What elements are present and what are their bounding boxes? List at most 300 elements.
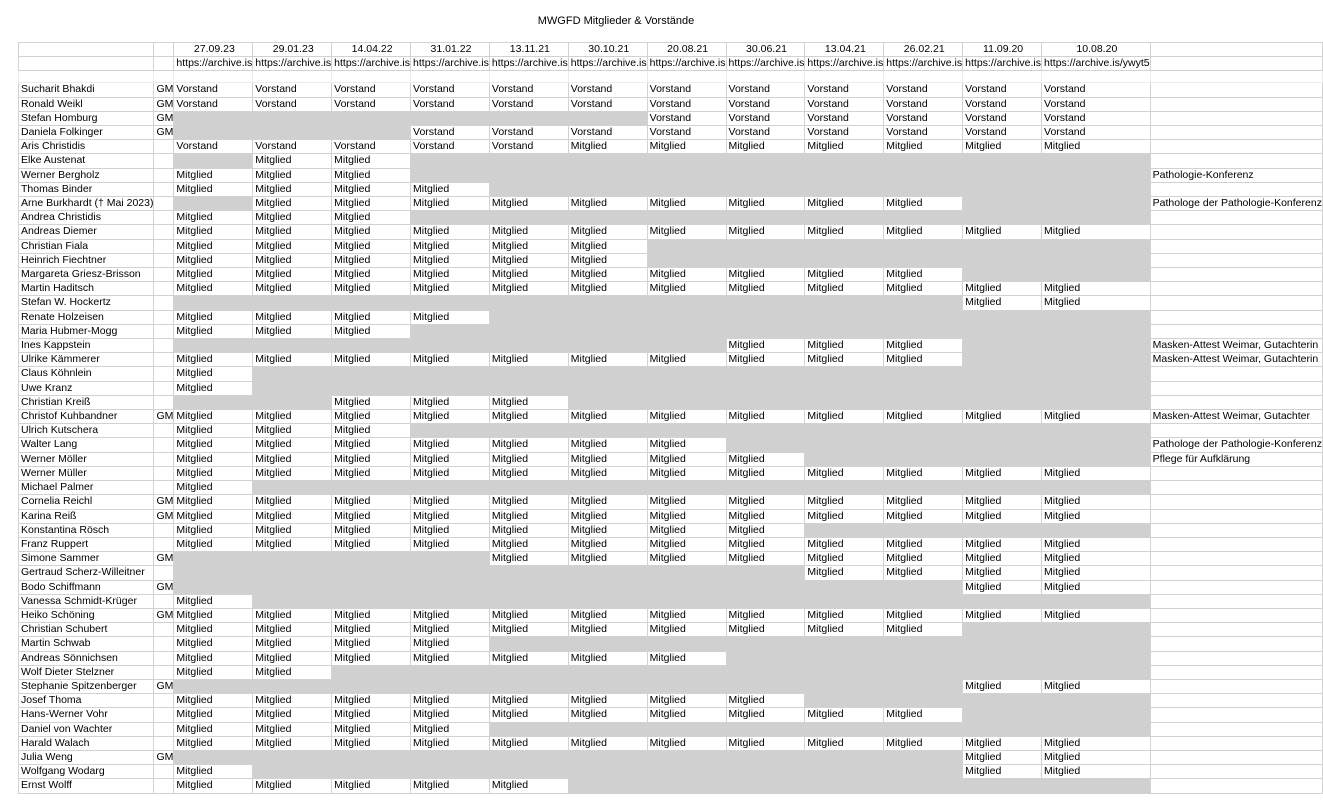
archive-link[interactable]: https://archive.is — [332, 57, 411, 71]
note-cell — [1150, 694, 1322, 708]
table-row — [19, 182, 1323, 196]
status-cell — [963, 168, 1042, 182]
status-cell — [963, 310, 1042, 324]
status-cell: Mitglied — [332, 395, 411, 409]
status-cell — [963, 623, 1042, 637]
status-cell — [1042, 722, 1151, 736]
status-cell: Mitglied — [411, 708, 490, 722]
status-cell: Mitglied — [332, 651, 411, 665]
status-cell — [963, 154, 1042, 168]
status-cell — [963, 694, 1042, 708]
date-header: 29.01.23 — [253, 43, 332, 57]
gm-flag — [154, 452, 174, 466]
status-cell — [805, 424, 884, 438]
status-cell — [253, 339, 332, 353]
status-cell: Mitglied — [253, 324, 332, 338]
archive-link[interactable]: https://archive.is — [174, 57, 253, 71]
table-row — [19, 410, 1323, 424]
status-cell — [411, 580, 490, 594]
status-cell — [253, 566, 332, 580]
table-row — [19, 765, 1323, 779]
status-cell — [647, 310, 726, 324]
status-cell — [963, 353, 1042, 367]
table-row — [19, 111, 1323, 125]
status-cell: Mitglied — [332, 537, 411, 551]
table-row — [19, 608, 1323, 622]
status-cell — [805, 452, 884, 466]
status-cell: Mitglied — [805, 197, 884, 211]
status-cell: Mitglied — [647, 552, 726, 566]
status-cell: Mitglied — [647, 736, 726, 750]
status-cell: Vorstand — [647, 97, 726, 111]
status-cell: Mitglied — [174, 481, 253, 495]
status-cell — [963, 779, 1042, 793]
status-cell — [174, 580, 253, 594]
gm-flag — [154, 708, 174, 722]
status-cell: Mitglied — [174, 466, 253, 480]
status-cell: Mitglied — [568, 651, 647, 665]
status-cell: Vorstand — [489, 140, 568, 154]
note-cell — [1150, 665, 1322, 679]
table-row — [19, 750, 1323, 764]
status-cell: Mitglied — [647, 140, 726, 154]
status-cell — [253, 580, 332, 594]
status-cell — [884, 424, 963, 438]
status-cell: Mitglied — [805, 552, 884, 566]
status-cell: Mitglied — [568, 225, 647, 239]
table-row — [19, 481, 1323, 495]
archive-link[interactable]: https://archive.is — [726, 57, 805, 71]
status-cell: Mitglied — [884, 537, 963, 551]
status-cell — [253, 296, 332, 310]
date-header: 13.11.21 — [489, 43, 568, 57]
status-cell — [726, 765, 805, 779]
status-cell — [411, 594, 490, 608]
archive-link[interactable]: https://archive.is — [411, 57, 490, 71]
status-cell: Mitglied — [253, 438, 332, 452]
status-cell: Mitglied — [489, 410, 568, 424]
status-cell: Mitglied — [174, 537, 253, 551]
table-row — [19, 339, 1323, 353]
status-cell: Mitglied — [332, 623, 411, 637]
status-cell: Mitglied — [726, 736, 805, 750]
status-cell: Mitglied — [726, 339, 805, 353]
status-cell — [174, 197, 253, 211]
status-cell — [568, 580, 647, 594]
table-row — [19, 580, 1323, 594]
status-cell: Mitglied — [726, 268, 805, 282]
status-cell: Mitglied — [411, 495, 490, 509]
status-cell — [726, 594, 805, 608]
status-cell: Mitglied — [647, 623, 726, 637]
archive-link[interactable]: https://archive.is — [253, 57, 332, 71]
note-cell — [1150, 182, 1322, 196]
archive-link[interactable]: https://archive.is — [568, 57, 647, 71]
table-row — [19, 225, 1323, 239]
status-cell — [568, 339, 647, 353]
archive-link[interactable]: https://archive.is/ywyt5 — [1042, 57, 1151, 71]
status-cell: Mitglied — [253, 410, 332, 424]
status-cell: Mitglied — [253, 694, 332, 708]
gm-flag: GM — [154, 126, 174, 140]
status-cell: Mitglied — [726, 623, 805, 637]
status-cell: Mitglied — [253, 282, 332, 296]
status-cell: Mitglied — [963, 140, 1042, 154]
status-cell — [253, 395, 332, 409]
gm-flag — [154, 239, 174, 253]
gm-flag: GM — [154, 111, 174, 125]
status-cell: Mitglied — [884, 410, 963, 424]
status-cell — [884, 481, 963, 495]
status-cell: Mitglied — [884, 509, 963, 523]
note-cell — [1150, 424, 1322, 438]
status-cell — [963, 324, 1042, 338]
status-cell — [411, 481, 490, 495]
status-cell: Mitglied — [411, 268, 490, 282]
note-cell — [1150, 481, 1322, 495]
status-cell — [963, 339, 1042, 353]
status-cell — [332, 580, 411, 594]
status-cell: Mitglied — [253, 637, 332, 651]
date-header: 31.01.22 — [411, 43, 490, 57]
status-cell — [647, 395, 726, 409]
date-header: 30.10.21 — [568, 43, 647, 57]
status-cell: Mitglied — [411, 466, 490, 480]
note-cell: Masken-Attest Weimar, Gutachterin — [1150, 339, 1322, 353]
status-cell: Vorstand — [726, 111, 805, 125]
status-cell — [884, 182, 963, 196]
status-cell — [411, 566, 490, 580]
status-cell: Mitglied — [963, 410, 1042, 424]
member-name: Aris Christidis — [19, 140, 154, 154]
status-cell: Mitglied — [568, 239, 647, 253]
status-cell — [726, 211, 805, 225]
note-cell — [1150, 282, 1322, 296]
status-cell — [1042, 253, 1151, 267]
member-name: Wolfgang Wodarg — [19, 765, 154, 779]
status-cell — [726, 310, 805, 324]
note-cell — [1150, 608, 1322, 622]
table-row — [19, 367, 1323, 381]
status-cell: Mitglied — [568, 353, 647, 367]
status-cell: Mitglied — [253, 537, 332, 551]
status-cell — [726, 168, 805, 182]
status-cell — [963, 722, 1042, 736]
table-row — [19, 736, 1323, 750]
status-cell: Mitglied — [174, 225, 253, 239]
gm-flag — [154, 523, 174, 537]
status-cell: Mitglied — [253, 168, 332, 182]
status-cell: Mitglied — [647, 268, 726, 282]
status-cell: Mitglied — [174, 268, 253, 282]
status-cell: Mitglied — [568, 708, 647, 722]
status-cell — [489, 580, 568, 594]
status-cell — [253, 750, 332, 764]
member-name: Ronald Weikl — [19, 97, 154, 111]
status-cell — [1042, 708, 1151, 722]
status-cell — [411, 154, 490, 168]
status-cell: Vorstand — [332, 97, 411, 111]
status-cell — [489, 481, 568, 495]
status-cell: Mitglied — [174, 708, 253, 722]
member-name: Claus Köhnlein — [19, 367, 154, 381]
status-cell: Mitglied — [726, 608, 805, 622]
status-cell: Vorstand — [726, 126, 805, 140]
member-name: Daniel von Wachter — [19, 722, 154, 736]
status-cell — [411, 339, 490, 353]
status-cell — [1042, 694, 1151, 708]
status-cell: Mitglied — [332, 608, 411, 622]
status-cell: Vorstand — [805, 111, 884, 125]
status-cell: Mitglied — [411, 694, 490, 708]
date-header: 11.09.20 — [963, 43, 1042, 57]
note-cell — [1150, 750, 1322, 764]
status-cell: Mitglied — [174, 779, 253, 793]
status-cell: Mitglied — [884, 566, 963, 580]
archive-link[interactable]: https://archive.is — [963, 57, 1042, 71]
status-cell: Mitglied — [174, 765, 253, 779]
status-cell: Mitglied — [805, 268, 884, 282]
status-cell: Mitglied — [884, 339, 963, 353]
status-cell — [174, 750, 253, 764]
status-cell — [884, 779, 963, 793]
status-cell: Mitglied — [963, 580, 1042, 594]
status-cell — [489, 168, 568, 182]
status-cell — [805, 523, 884, 537]
status-cell: Vorstand — [1042, 126, 1151, 140]
status-cell — [726, 679, 805, 693]
status-cell: Mitglied — [568, 253, 647, 267]
note-cell — [1150, 722, 1322, 736]
status-cell — [805, 239, 884, 253]
status-cell — [884, 367, 963, 381]
status-cell: Mitglied — [568, 410, 647, 424]
status-cell: Mitglied — [647, 225, 726, 239]
member-name: Walter Lang — [19, 438, 154, 452]
note-cell — [1150, 779, 1322, 793]
gm-flag — [154, 211, 174, 225]
status-cell — [411, 211, 490, 225]
status-cell — [726, 324, 805, 338]
status-cell: Mitglied — [647, 197, 726, 211]
status-cell — [568, 111, 647, 125]
gm-flag: GM — [154, 410, 174, 424]
status-cell: Mitglied — [253, 608, 332, 622]
status-cell: Vorstand — [411, 97, 490, 111]
status-cell — [963, 665, 1042, 679]
table-row — [19, 296, 1323, 310]
gm-flag: GM — [154, 679, 174, 693]
status-cell: Vorstand — [726, 97, 805, 111]
status-cell: Mitglied — [726, 410, 805, 424]
status-cell: Mitglied — [253, 523, 332, 537]
gm-flag — [154, 637, 174, 651]
status-cell: Mitglied — [332, 182, 411, 196]
member-name: Christian Fiala — [19, 239, 154, 253]
status-cell: Mitglied — [805, 736, 884, 750]
note-cell — [1150, 651, 1322, 665]
archive-link[interactable]: https://archive.is — [884, 57, 963, 71]
status-cell: Vorstand — [805, 126, 884, 140]
status-cell — [174, 126, 253, 140]
status-cell: Mitglied — [489, 736, 568, 750]
status-cell: Vorstand — [884, 83, 963, 97]
sheet-title: MWGFD Mitglieder & Vorstände — [537, 15, 695, 27]
status-cell — [647, 211, 726, 225]
member-name: Simone Sammer — [19, 552, 154, 566]
gm-flag — [154, 324, 174, 338]
status-cell: Mitglied — [963, 552, 1042, 566]
status-cell — [647, 253, 726, 267]
status-cell: Mitglied — [411, 637, 490, 651]
member-name: Franz Ruppert — [19, 537, 154, 551]
status-cell: Mitglied — [489, 509, 568, 523]
status-cell: Mitglied — [489, 353, 568, 367]
status-cell — [805, 779, 884, 793]
status-cell: Mitglied — [174, 310, 253, 324]
status-cell — [1042, 637, 1151, 651]
status-cell: Vorstand — [411, 83, 490, 97]
status-cell: Mitglied — [568, 282, 647, 296]
gm-flag — [154, 182, 174, 196]
status-cell: Mitglied — [174, 324, 253, 338]
status-cell: Mitglied — [174, 211, 253, 225]
table-row — [19, 438, 1323, 452]
table-row — [19, 637, 1323, 651]
status-cell — [174, 339, 253, 353]
status-cell: Vorstand — [726, 83, 805, 97]
archive-link[interactable]: https://archive.is — [805, 57, 884, 71]
status-cell — [568, 381, 647, 395]
gm-flag — [154, 765, 174, 779]
table-row — [19, 694, 1323, 708]
member-name: Christian Kreiß — [19, 395, 154, 409]
status-cell — [332, 552, 411, 566]
status-cell: Mitglied — [253, 665, 332, 679]
status-cell — [647, 154, 726, 168]
gm-flag — [154, 736, 174, 750]
member-name: Bodo Schiffmann — [19, 580, 154, 594]
note-cell: Pathologe der Pathologie-Konferenz — [1150, 438, 1322, 452]
status-cell: Mitglied — [489, 197, 568, 211]
table-row — [19, 537, 1323, 551]
status-cell: Mitglied — [963, 679, 1042, 693]
note-cell — [1150, 324, 1322, 338]
status-cell: Mitglied — [174, 452, 253, 466]
status-cell: Vorstand — [411, 126, 490, 140]
status-cell — [1042, 438, 1151, 452]
gm-flag: GM — [154, 495, 174, 509]
member-name: Sucharit Bhakdi — [19, 83, 154, 97]
spacer-row — [19, 71, 1323, 83]
status-cell — [963, 211, 1042, 225]
status-cell — [174, 395, 253, 409]
status-cell: Mitglied — [884, 140, 963, 154]
status-cell: Mitglied — [805, 140, 884, 154]
status-cell — [805, 324, 884, 338]
status-cell — [489, 182, 568, 196]
gm-flag: GM — [154, 97, 174, 111]
gm-flag: GM — [154, 608, 174, 622]
status-cell: Mitglied — [884, 466, 963, 480]
table-row — [19, 282, 1323, 296]
status-cell — [805, 637, 884, 651]
status-cell: Mitglied — [1042, 509, 1151, 523]
table-row — [19, 154, 1323, 168]
member-name: Werner Müller — [19, 466, 154, 480]
status-cell: Mitglied — [647, 353, 726, 367]
member-name: Daniela Folkinger — [19, 126, 154, 140]
table-row — [19, 665, 1323, 679]
note-cell — [1150, 679, 1322, 693]
table-row — [19, 268, 1323, 282]
status-cell: Mitglied — [963, 509, 1042, 523]
status-cell: Mitglied — [332, 694, 411, 708]
status-cell: Mitglied — [568, 608, 647, 622]
status-cell: Mitglied — [332, 211, 411, 225]
table-row — [19, 594, 1323, 608]
status-cell: Mitglied — [332, 452, 411, 466]
status-cell — [805, 694, 884, 708]
status-cell: Mitglied — [332, 438, 411, 452]
status-cell: Mitglied — [174, 182, 253, 196]
gm-flag — [154, 140, 174, 154]
status-cell — [805, 395, 884, 409]
status-cell: Mitglied — [568, 466, 647, 480]
status-cell: Mitglied — [726, 509, 805, 523]
note-cell — [1150, 225, 1322, 239]
gm-flag — [154, 381, 174, 395]
status-cell: Mitglied — [1042, 495, 1151, 509]
status-cell: Mitglied — [489, 268, 568, 282]
status-cell: Mitglied — [411, 779, 490, 793]
status-cell: Mitglied — [884, 268, 963, 282]
status-cell — [411, 367, 490, 381]
members-table — [18, 42, 1323, 794]
table-row — [19, 509, 1323, 523]
status-cell: Mitglied — [411, 623, 490, 637]
archive-link[interactable]: https://archive.is — [647, 57, 726, 71]
status-cell: Mitglied — [332, 509, 411, 523]
status-cell: Mitglied — [647, 509, 726, 523]
status-cell: Mitglied — [174, 381, 253, 395]
note-cell — [1150, 296, 1322, 310]
status-cell — [805, 211, 884, 225]
status-cell — [726, 722, 805, 736]
status-cell — [884, 665, 963, 679]
status-cell: Mitglied — [174, 495, 253, 509]
status-cell — [1042, 168, 1151, 182]
note-cell — [1150, 566, 1322, 580]
status-cell — [805, 182, 884, 196]
archive-link[interactable]: https://archive.is — [489, 57, 568, 71]
status-cell — [411, 679, 490, 693]
date-header: 27.09.23 — [174, 43, 253, 57]
status-cell — [253, 111, 332, 125]
status-cell: Mitglied — [174, 694, 253, 708]
status-cell: Vorstand — [963, 97, 1042, 111]
table-row — [19, 466, 1323, 480]
status-cell — [411, 665, 490, 679]
status-cell: Mitglied — [647, 410, 726, 424]
status-cell — [963, 197, 1042, 211]
status-cell — [489, 381, 568, 395]
status-cell — [963, 481, 1042, 495]
status-cell — [963, 523, 1042, 537]
status-cell: Mitglied — [1042, 140, 1151, 154]
date-header: 26.02.21 — [884, 43, 963, 57]
status-cell — [1042, 523, 1151, 537]
